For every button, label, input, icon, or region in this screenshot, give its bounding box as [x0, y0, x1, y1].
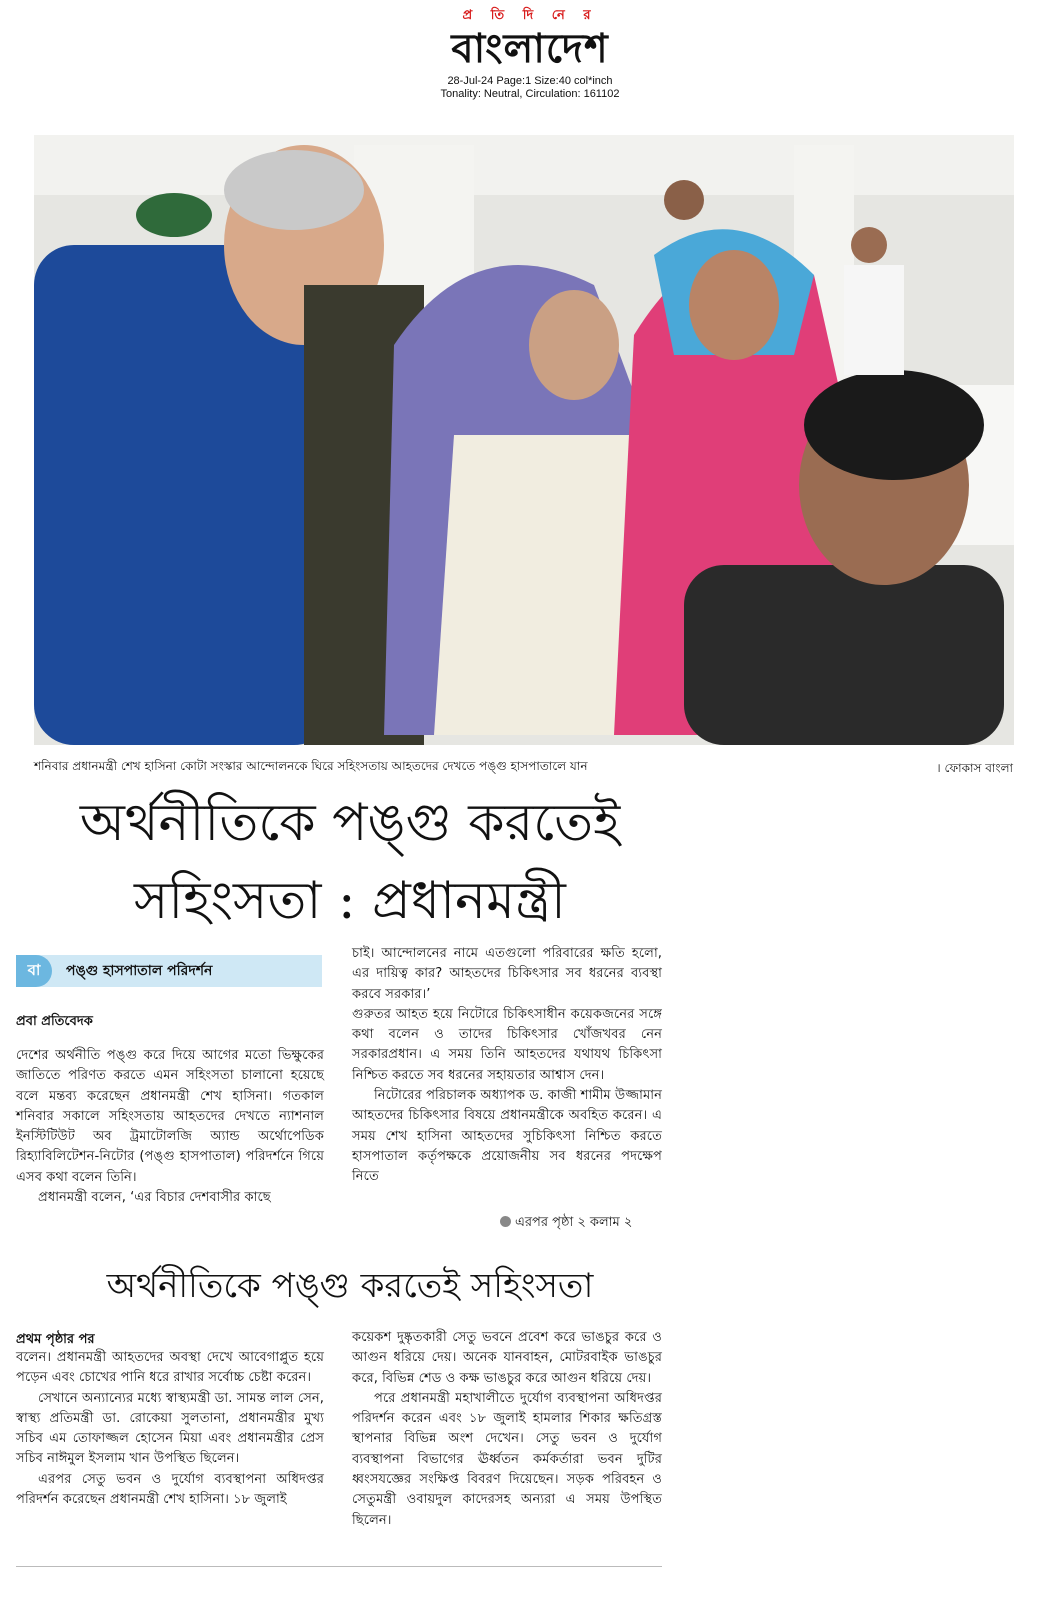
- paragraph: চাই। আন্দোলনের নামে এতগুলো পরিবারের ক্ষতি হলো, এর দায়িত্ব কার? আহতদের চিকিৎসার সব ধরনের ব্যবস্থা করবে সরকার।’: [352, 946, 662, 1002]
- article1-column1: [16, 1046, 324, 1208]
- photo-credit: । ফোকাস বাংলা: [936, 761, 1013, 775]
- paragraph: নিটোরের পরিচালক অধ্যাপক ড. কাজী শামীম উজ্জামান আহতদের চিকিৎসার বিষয়ে প্রধানমন্ত্রীকে অবহিত করেন। এ সময় শেখ হাসিনা আহতদের সুচিকিৎসা নিশ্চিত করতে হাসপাতাল কর্তৃপক্ষকে প্রয়োজনীয় সব ধরনের পদক্ষেপ নিতে: [352, 1088, 662, 1185]
- bottom-rule: [16, 1566, 662, 1567]
- clipping-meta-line2: Tonality: Neutral, Circulation: 161102: [440, 88, 620, 100]
- masthead-tagline: প্র তি দি নে র: [462, 8, 598, 23]
- paragraph: এরপর সেতু ভবন ও দুর্যোগ ব্যবস্থাপনা অধিদপ্তর পরিদর্শন করেছেন প্রধানমন্ত্রী শেখ হাসিনা। ১৮ জুলাই: [16, 1471, 324, 1508]
- paragraph: বলেন। প্রধানমন্ত্রী আহতদের অবস্থা দেখে আবেগাপ্লুত হয়ে পড়েন এবং চোখের পানি ধরে রাখার সর্বোচ্চ চেষ্টা করেন।: [16, 1350, 324, 1386]
- photo-caption: শনিবার প্রধানমন্ত্রী শেখ হাসিনা কোটা সংস্কার আন্দোলনকে ঘিরে সহিংসতায় আহতদের দেখতে পঙ্গু হাসপাতালে যান: [34, 759, 588, 773]
- newspaper-logo: বাংলাদেশ: [451, 26, 609, 72]
- article2-column2: [352, 1328, 662, 1531]
- paragraph: প্রধানমন্ত্রী বলেন, ‘এর বিচার দেশবাসীর কাছে: [38, 1190, 271, 1206]
- kicker-bar: [16, 955, 322, 987]
- news-photo: [34, 135, 1014, 745]
- kicker-badge: বা: [16, 955, 52, 987]
- clipping-meta-line1: 28-Jul-24 Page:1 Size:40 col*inch: [447, 75, 613, 87]
- byline: প্রবা প্রতিবেদক: [16, 1014, 93, 1029]
- bullet-icon: [500, 1216, 511, 1227]
- paragraph: সেখানে অন্যান্যের মধ্যে স্বাস্থ্যমন্ত্রী ডা. সামন্ত লাল সেন, স্বাস্থ্য প্রতিমন্ত্রী ডা. রোকেয়া সুলতানা, প্রধানমন্ত্রীর মুখ্য সচিব এম তোফাজ্জল হোসেন মিয়া এবং প্রধানমন্ত্রীর প্রেস সচিব নাঈমুল ইসলাম খান উপস্থিত ছিলেন।: [16, 1390, 324, 1467]
- jump-text: এরপর পৃষ্ঠা ২ কলাম ২: [515, 1215, 633, 1230]
- continuation-headline: অর্থনীতিকে পঙ্গু করতেই সহিংসতা: [106, 1266, 594, 1306]
- paragraph: পরে প্রধানমন্ত্রী মহাখালীতে দুর্যোগ ব্যবস্থাপনা অধিদপ্তর পরিদর্শন করেন এবং ১৮ জুলাই হামলার শিকার ক্ষতিগ্রস্ত স্থাপনার বিভিন্ন অংশ দেখেন। সেতু ভবন ও দুর্যোগ ব্যবস্থাপনা বিভাগের ঊর্ধ্বতন কর্মকর্তারা ভবন দুটির ধ্বংসযজ্ঞের সংক্ষিপ্ত বিবরণ দিয়েছেন। সড়ক পরিবহন ও সেতুমন্ত্রী ওবায়দুল কাদেরসহ অন্যরা এ সময় উপস্থিত ছিলেন।: [352, 1390, 662, 1528]
- headline-line2: সহিংসতা : প্রধানমন্ত্রী: [134, 871, 566, 931]
- news-photo-illustration: [34, 135, 1014, 745]
- masthead: [380, 6, 680, 101]
- paragraph: কয়েকশ দুষ্কৃতকারী সেতু ভবনে প্রবেশ করে ভাঙচুর করে ও আগুন ধরিয়ে দেয়। অনেক যানবাহন, মোটরবাইক ভাঙচুর করে, বিভিন্ন শেড ও কক্ষ ভাঙচুর করে আগুন ধরিয়ে দেয়।: [352, 1330, 662, 1386]
- kicker-text: পঙ্গু হাসপাতাল পরিদর্শন: [66, 963, 213, 979]
- article1-column2: [352, 944, 662, 1188]
- continued-from-label: প্রথম পৃষ্ঠার পর: [16, 1332, 95, 1347]
- paragraph: গুরুতর আহত হয়ে নিটোরে চিকিৎসাধীন কয়েকজনের সঙ্গে কথা বলেন ও তাদের চিকিৎসার খোঁজখবর নেন সরকারপ্রধান। এ সময় তিনি আহতদের যথাযথ চিকিৎসা নিশ্চিত করতে সব ধরনের সহায়তার আশ্বাস দেন।: [352, 1006, 662, 1083]
- jump-line: [500, 1213, 632, 1234]
- article2-column1: [16, 1348, 324, 1510]
- paragraph: দেশের অর্থনীতি পঙ্গু করে দিয়ে আগের মতো ভিক্ষুকের জাতিতে পরিণত করতে এমন সহিংসতা চালানো হয়েছে বলে মন্তব্য করেছেন প্রধানমন্ত্রী শেখ হাসিনা। গতকাল শনিবার সকালে সহিংসতায় আহতদের দেখতে ন্যাশনাল ইনস্টিটিউট অব ট্রমাটোলজি অ্যান্ড অর্থোপেডিক রিহ্যাবিলিটেশন-নিটোর (পঙ্গু হাসপাতাল) পরিদর্শনে গিয়ে এসব কথা বলেন তিনি।: [16, 1048, 324, 1185]
- headline-line1: অর্থনীতিকে পঙ্গু করতেই: [79, 793, 621, 853]
